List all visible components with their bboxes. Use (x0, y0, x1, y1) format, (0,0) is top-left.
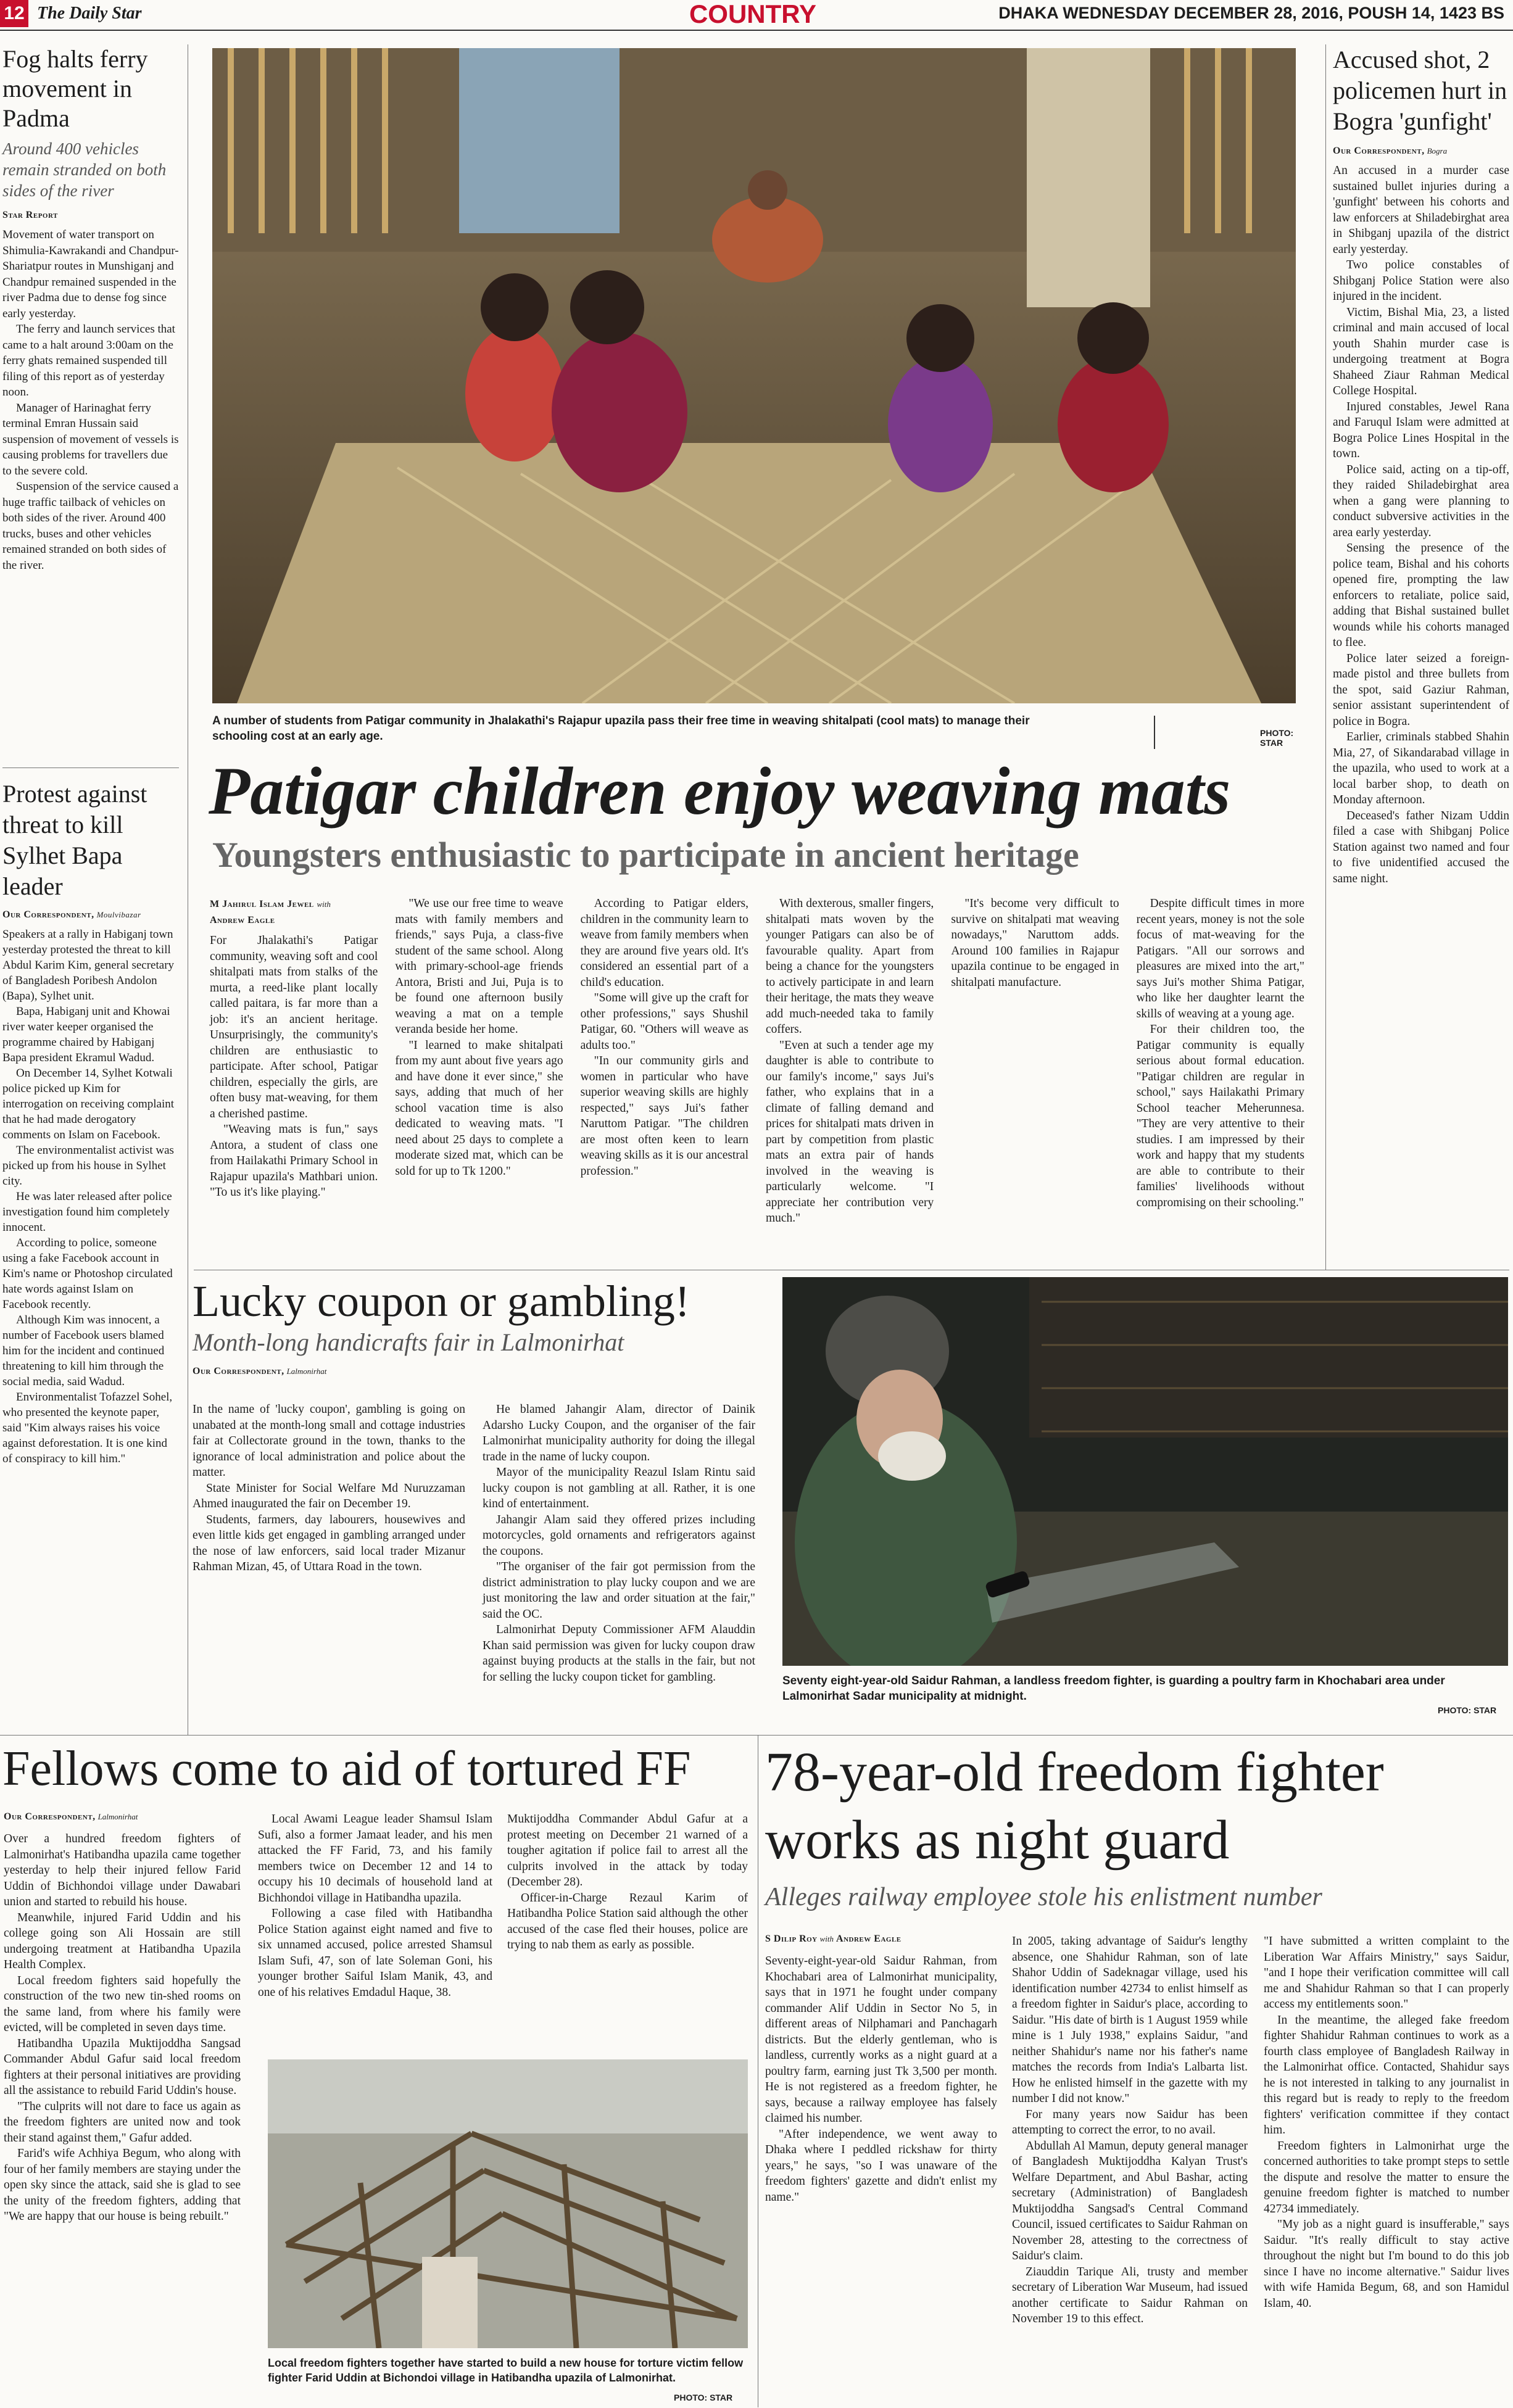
fellows-col-1: Over a hundred freedom fighters of Lalmonirhat's Hatibandha upazila came together yesterday to help their injured fellow Farid Uddin of Bichhondoi village under Dawabari union and started to rebuild his house. Meanwhile, injured Farid Uddin and his college going son Ali Hossain are still undergoing treatment at Hatibandha Upazila Health Complex. Local freedom fighters said hopefully the construction of the two new tin-shed rooms on the same land, from where his family were evicted, will be completed in seven days time. Hatibandha Upazila Muktijoddha Sangsad Commander Abdul Gafur said local freedom fighters at their personal initiatives are providing all the assistance to rebuild Farid Uddin's house. "The culprits will not dare to face us again as the freedom fighters are united now and took their stand against them," Gafur added. Farid's wife Achhiya Begum, who along with four of her family members are staying under the open sky since the attack, said she is glad to see the unity of the freedom fighters, adding that "We are happy that our house is being rebuilt." (4, 1832, 241, 2223)
accused-article (1333, 44, 1509, 887)
accused-body: An accused in a murder case sustained bullet injuries during a 'gunfight' between his cohorts and law enforcers at Shiladebirghat area in Shibganj upazila of the district early yesterday. Two police constables of Shibganj Police Station were also injured in the incident. Victim, Bishal Mia, 23, a listed criminal and main accused of local youth Shahin murder case is undergoing treatment at Bogra Shaheed Ziaur Rahman Medical College Hospital. Injured constables, Jewel Rana and Faruqul Islam were admitted at Bogra Police Lines Hospital in the town. Police said, acting on a tip-off, they raided Shiladebirghat area when a gang were planning to conduct subversive activities in the area early yesterday. Sensing the presence of the police team, Bishal and his cohorts opened fire, prompting the law enforcers to retaliate, police said, adding that Bishal sustained bullet wounds while his cohorts managed to flee. Police later seized a foreign-made pistol and three bullets from the spot, said Gaziur Rahman, senior assistant superintendent of police in Bogra. Earlier, criminals stabbed Shahin Mia, 27, of Sikandarabad village in the upazila, who used to work at a local barber shop, to death on Monday afternoon. Deceased's father Nizam Uddin filed a case with Shibganj Police Station against two named and four to five unidentified accused the same night. (1333, 164, 1509, 885)
lucky-article (193, 1276, 755, 1377)
fellows-photo (268, 2059, 748, 2348)
protest-article (2, 779, 179, 1467)
patigar-headline: Patigar children enjoy weaving mats (209, 753, 1231, 829)
guard-photo-credit: PHOTO: STAR (1438, 1705, 1497, 1715)
patigar-body (210, 896, 1304, 1254)
guard-headline: 78-year-old freedom fighter works as night guard (765, 1742, 1384, 1871)
masthead: The Daily Star (37, 4, 142, 23)
guard-byline-wrap: S Dilip Roy with Andrew Eagle (765, 1934, 902, 1944)
protest-body: Speakers at a rally in Habiganj town yesterday protested the threat to kill Abdul Karim Kim, general secretary of Bangladesh Poribesh Andolon (Bapa), Sylhet unit. Bapa, Habiganj unit and Khowai river water keeper organised the programme chaired by Habiganj Bapa president Ekramul Wadud. On December 14, Sylhet Kotwali police picked up Kim for interrogation on receiving complaint that he had made derogatory comments on Islam on Facebook. The environmentalist activist was picked up from his house in Sylhet city. He was later released after police investigation found him completely innocent. According to police, someone using a fake Facebook account in Kim's name or Photoshop circulated hate words against Islam on Facebook recently. Although Kim was innocent, a number of Facebook users blamed him for the incident and continued threatening to kill him through the social media, said Wadud. Environmentalist Tofazzel Sohel, who presented the keynote paper, said "Kim always raises his voice against deforestation. It is one kind of conspiracy to kill him." (2, 928, 175, 1465)
fog-body: Movement of water transport on Shimulia-Kawrakandi and Chandpur-Shariatpur routes in Munshiganj and Chandpur remained suspended in the river Padma due to dense fog since early yesterday. The ferry and launch services that came to a halt around 3:00am on the ferry ghats remained suspended till filing of this report as of yesterday noon. Manager of Harinaghat ferry terminal Emran Hussain said suspension of movement of vessels is causing problems for travellers due to the severe cold. Suspension of the service caused a huge traffic tailback of vehicles on both sides of the river. Around 400 trucks, buses and other vehicles remained stranded on both sides of the river. (2, 228, 179, 572)
lucky-subhead: Month-long handicrafts fair in Lalmonirhat (193, 1328, 624, 1356)
guard-subhead: Alleges railway employee stole his enlistment number (765, 1883, 1322, 1911)
accused-byline-place: Bogra (1427, 146, 1448, 155)
right-col-rule (1325, 44, 1326, 1270)
fog-article (2, 44, 179, 573)
fellows-col-3: Muktijoddha Commander Abdul Gafur at a protest meeting on December 21 warned of a tougher agitation if police fail to arrest all the culprits involved in the attack by today (December 28). Officer-in-Charge Rezaul Karim of Hatibandha Police Station said although the other accused of the case fled their houses, police are trying to nab them as early as possible. (507, 1813, 748, 1951)
patigar-subhead: Youngsters enthusiastic to participate in ancient heritage (212, 835, 1079, 875)
fellows-photo-credit: PHOTO: STAR (674, 2393, 733, 2402)
patigar-col-3: According to Patigar elders, children in the community learn to weave from family members when they are around five years old. It's considered an essential part of a child's education. "Some will give up the craft for other professions," says Shushil Patigar, 60. "Others will weave as adults too." "In our community girls and women in particular who have superior weaving skills are highly respected," says Jui's father Naruttom Patigar. "The children are most often keen to learn weaving skills as it is our ancestral profession." (580, 897, 748, 1178)
guard-col-1: Seventy-eight-year-old Saidur Rahman, from Khochabari area of Lalmonirhat municipality, says that in 1971 he fought under company commander Alif Uddin in Sector No 5, in different areas of Nilphamari and Panchagarh districts. But the elderly gentleman, who is landless, currently works as a night guard at a poultry farm, earning just Tk 3,500 per month. He is not registered as a freedom fighter, he says, because a railway employee has falsely claimed his number. "After independence, we went away to Dhaka where I peddled rickshaw for thirty years," he says, "so I was unaware of the freedom fighters' gazette and didn't enlist my name." (765, 1955, 997, 2204)
patigar-col-5: "It's become very difficult to survive on shitalpati mat weaving nowadays," Naruttom adds. Around 100 families in Rajapur upazila continue to be engaged in shitalpati manufacture. (951, 897, 1119, 989)
patigar-photo-credit: PHOTO: STAR (1260, 728, 1294, 748)
guard-byline: S Dilip Roy (765, 1934, 818, 1944)
guard-byline-2: Andrew Eagle (836, 1934, 902, 1944)
guard-col-3: "I have submitted a written complaint to the Liberation War Affairs Ministry," says Saidur, "and I hope their verification committee will call me and Shahidur Rahman so that I can properly access my entitlements soon." In the meantime, the alleged fake freedom fighter Shahidur Rahman continues to work as a fourth class employee of Bangladesh Railway in the Lalmonirhat office. Contacted, Shahidur says he is not interested in talking to any journalist in this regard but is ready to reply to the freedom fighters' verification committee if they contact him. Freedom fighters in Lalmonirhat urge the concerned authorities to take prompt steps to settle the dispute and resolve the matter to ensure the genuine freedom fighter is matched to number 42734 immediately. "My job as a night guard is insufferable," says Saidur. "It's really difficult to stay active throughout the night but I'm bound to do this job since I have no income alternative." Saidur lives with wife Hamida Begum, 68, and son Hamidul Islam, 40. (1264, 1935, 1509, 2310)
fellows-col-2: Local Awami League leader Shamsul Islam Sufi, also a former Jamaat leader, and his men attacked the FF Farid, 73, and his family members twice on December 12 and 14 to occupy his 10 decimals of household land at Bichhondoi village in Hatibandha upazila. Following a case filed with Hatibandha Police Station against eight named and five to six unnamed accused, police arrested Shamsul Islam Sufi, 47, son of late Soleman Goni, his younger brother Saiful Islam Manik, 43, and one of his relatives Emdadul Haque, 38. (258, 1813, 492, 1999)
fog-headline: Fog halts ferry movement in Padma (2, 45, 148, 132)
header-rule (0, 30, 1513, 31)
patigar-col-2: "We use our free time to weave mats with family members and friends," says Puja, a class-five student of the same school. Along with primary-school-age friends Antora, Bristi and Jui, Puja is to be found one afternoon busily weaving a mat on a temple veranda beside her home. "I learned to make shitalpati from my aunt about five years ago and have done it ever since," she says, adding that much of her school vacation time is also dedicated to weaving mats. "I need about 25 days to complete a moderate sized mat, which can be sold for up to Tk 1200." (395, 897, 563, 1178)
fellows-byline: Our Correspondent, (4, 1811, 96, 1822)
caption-divider (1154, 716, 1155, 749)
fellows-headline: Fellows come to aid of tortured FF (2, 1742, 691, 1796)
protest-byline-place: Moulvibazar (96, 910, 141, 919)
fellows-byline-place: Lalmonirhat (97, 1812, 138, 1821)
lucky-col-1: In the name of 'lucky coupon', gambling is going on unabated at the month-long small and cottage industries fair at Collectorate ground in the town, thanks to the ignorance of local administration and police about the matter. State Minister for Social Welfare Md Nuruzzaman Ahmed inaugurated the fair on December 19. Students, farmers, day labourers, housewives and even little kids get engaged in gambling arranged under the nose of law enforcers, said local trader Mizanur Rahman Mizan, 45, of Uttara Road in the town. (193, 1403, 465, 1573)
patigar-col-6: Despite difficult times in more recent years, money is not the sole focus of mat-weaving for the Patigars. "All our sorrows and pleasures are mixed into the art," says Jui's mother Shima Patigar, who like her daughter learnt the skills of weaving at a young age. For their children too, the Patigar community is equally serious about formal education. "Patigar children are regular in school," says Hailakathi Primary School teacher Meherunnesa. "They are very attentive to their studies. I am impressed by their work and happy that my students are able to contribute to their families' livelihoods without compromising on their schooling." (1136, 897, 1304, 1209)
fog-byline: Star Report (2, 210, 58, 220)
left-divider (2, 767, 179, 768)
protest-byline: Our Correspondent, (2, 909, 94, 920)
lucky-headline: Lucky coupon or gambling! (193, 1276, 690, 1326)
fellows-photo-caption: Local freedom fighters together have started to build a new house for torture victim fellow fighter Farid Uddin at Bichondoi village in Hatibandha upazila of Lalmonirhat. (268, 2357, 744, 2384)
guard-photo-image (782, 1277, 1508, 1666)
fog-subhead: Around 400 vehicles remain stranded on both sides of the river (2, 139, 167, 200)
bottom-divider (0, 1735, 1513, 1736)
lucky-col-2: He blamed Jahangir Alam, director of Dainik Adarsho Lucky Coupon, and the organiser of the fair Lalmonirhat municipality authority for doing the illegal trade in the name of lucky coupon. Mayor of the municipality Reazul Islam Rintu said lucky coupon is not gambling at all. Rather, it is one kind of entertainment. Jahangir Alam said they offered prizes including motorcycles, gold ornaments and refrigerators against the coupons. "The organiser of the fair got permission from the district administration to play lucky coupon and we are just monitoring the law and order situation at the fair," said the OC. Lalmonirhat Deputy Commissioner AFM Alauddin Khan said permission was given for lucky coupon draw against buying products at the stalls in the fair, but not for selling the lucky coupon ticket for gambling. (483, 1403, 755, 1684)
section-title: COUNTRY (689, 0, 817, 28)
guard-col-2: In 2005, taking advantage of Saidur's lengthy absence, one Shahidur Rahman, son of late Shahor Uddin of Sadeknagar village, used his identification number 42734 to enlist himself as a freedom fighter in Saidur's place, according to Saidur. "His date of birth is 1 August 1959 while mine is 1 July 1938," explains Saidur, "and neither Shahidur's name nor his father's name matches the records from India's Lalbarta list. How he enlisted himself in the gazette with my number I did not know." For many years now Saidur has been attempting to correct the error, to no avail. Abdullah Al Mamun, deputy general manager of Bangladesh Muktijoddha Kalyan Trust's Welfare Department, and Abul Bashar, acting secretary (Administration) of Bangladesh Muktijoddha Sangsad's Central Command Council, issued certificates to Saidur Rahman on November 28, attesting to the correctness of Saidur's claim. Ziauddin Tarique Ali, trusty and member secretary of Liberation War Museum, had issued another certificate to Saidur Rahman on November 19 to this effect. (1012, 1935, 1248, 2325)
accused-byline: Our Correspondent, (1333, 146, 1425, 156)
lucky-byline-place: Lalmonirhat (286, 1367, 327, 1376)
patigar-col-4: With dexterous, smaller fingers, shitalpati mats woven by the younger Patigars can also be of favourable quality. Apart from being a chance for the youngsters to actively participate in and learn their heritage, the mats they weave add much-needed taka to family coffers. "Even at such a tender age my daughter is able to contribute to our family's income," says Jui's father, who explains that in a climate of falling demand and prices for shitalpati mats driven in part by competition from plastic mats an extra pair of hands involved in the weaving is particularly welcome. "I appreciate her contribution very much." (765, 897, 934, 1225)
guard-photo (782, 1277, 1508, 1666)
page-number: 12 (0, 0, 28, 27)
patigar-photo (212, 48, 1296, 703)
patigar-photo-caption: A number of students from Patigar community in Jhalakathi's Rajapur upazila pass their free time in weaving shitalpati (cool mats) to manage their schooling cost at an early age. (212, 714, 1030, 743)
dateline: DHAKA WEDNESDAY DECEMBER 28, 2016, POUSH 14, 1423 BS (998, 4, 1504, 22)
protest-headline: Protest against threat to kill Sylhet Bapa leader (2, 780, 147, 900)
fellows-photo-image (268, 2059, 748, 2348)
fellows-byline-wrap (4, 1811, 138, 1823)
patigar-byline-2: Andrew Eagle (210, 914, 275, 925)
patigar-col-1: M Jahirul Islam Jewel with Andrew Eagle For Jhalakathi's Patigar community, weaving soft and cool shitalpati mats from stalks of the murta, a reed-like plant locally called paitara, is far more than a job: it's an ancient heritage. Unsurprisingly, the community's children are enthusiastic to participate. After school, Patigar children, especially the girls, are often busy mat-weaving, for them a cherished pastime. "Weaving mats is fun," says Antora, a student of class one from Hailakathi Primary School in Rajapur upazila's Mathbari union. "To us it's like playing." (210, 899, 378, 1199)
patigar-byline: M Jahirul Islam Jewel (210, 899, 314, 909)
accused-headline: Accused shot, 2 policemen hurt in Bogra 'gunfight' (1333, 46, 1507, 135)
patigar-photo-image (212, 48, 1296, 703)
guard-photo-caption: Seventy eight-year-old Saidur Rahman, a landless freedom fighter, is guarding a poultry farm in Khochabari area under Lalmonirhat Sadar municipality at midnight. (782, 1674, 1445, 1703)
lucky-byline: Our Correspondent, (193, 1366, 284, 1376)
lucky-body (193, 1402, 755, 1710)
page-header (0, 0, 1513, 31)
